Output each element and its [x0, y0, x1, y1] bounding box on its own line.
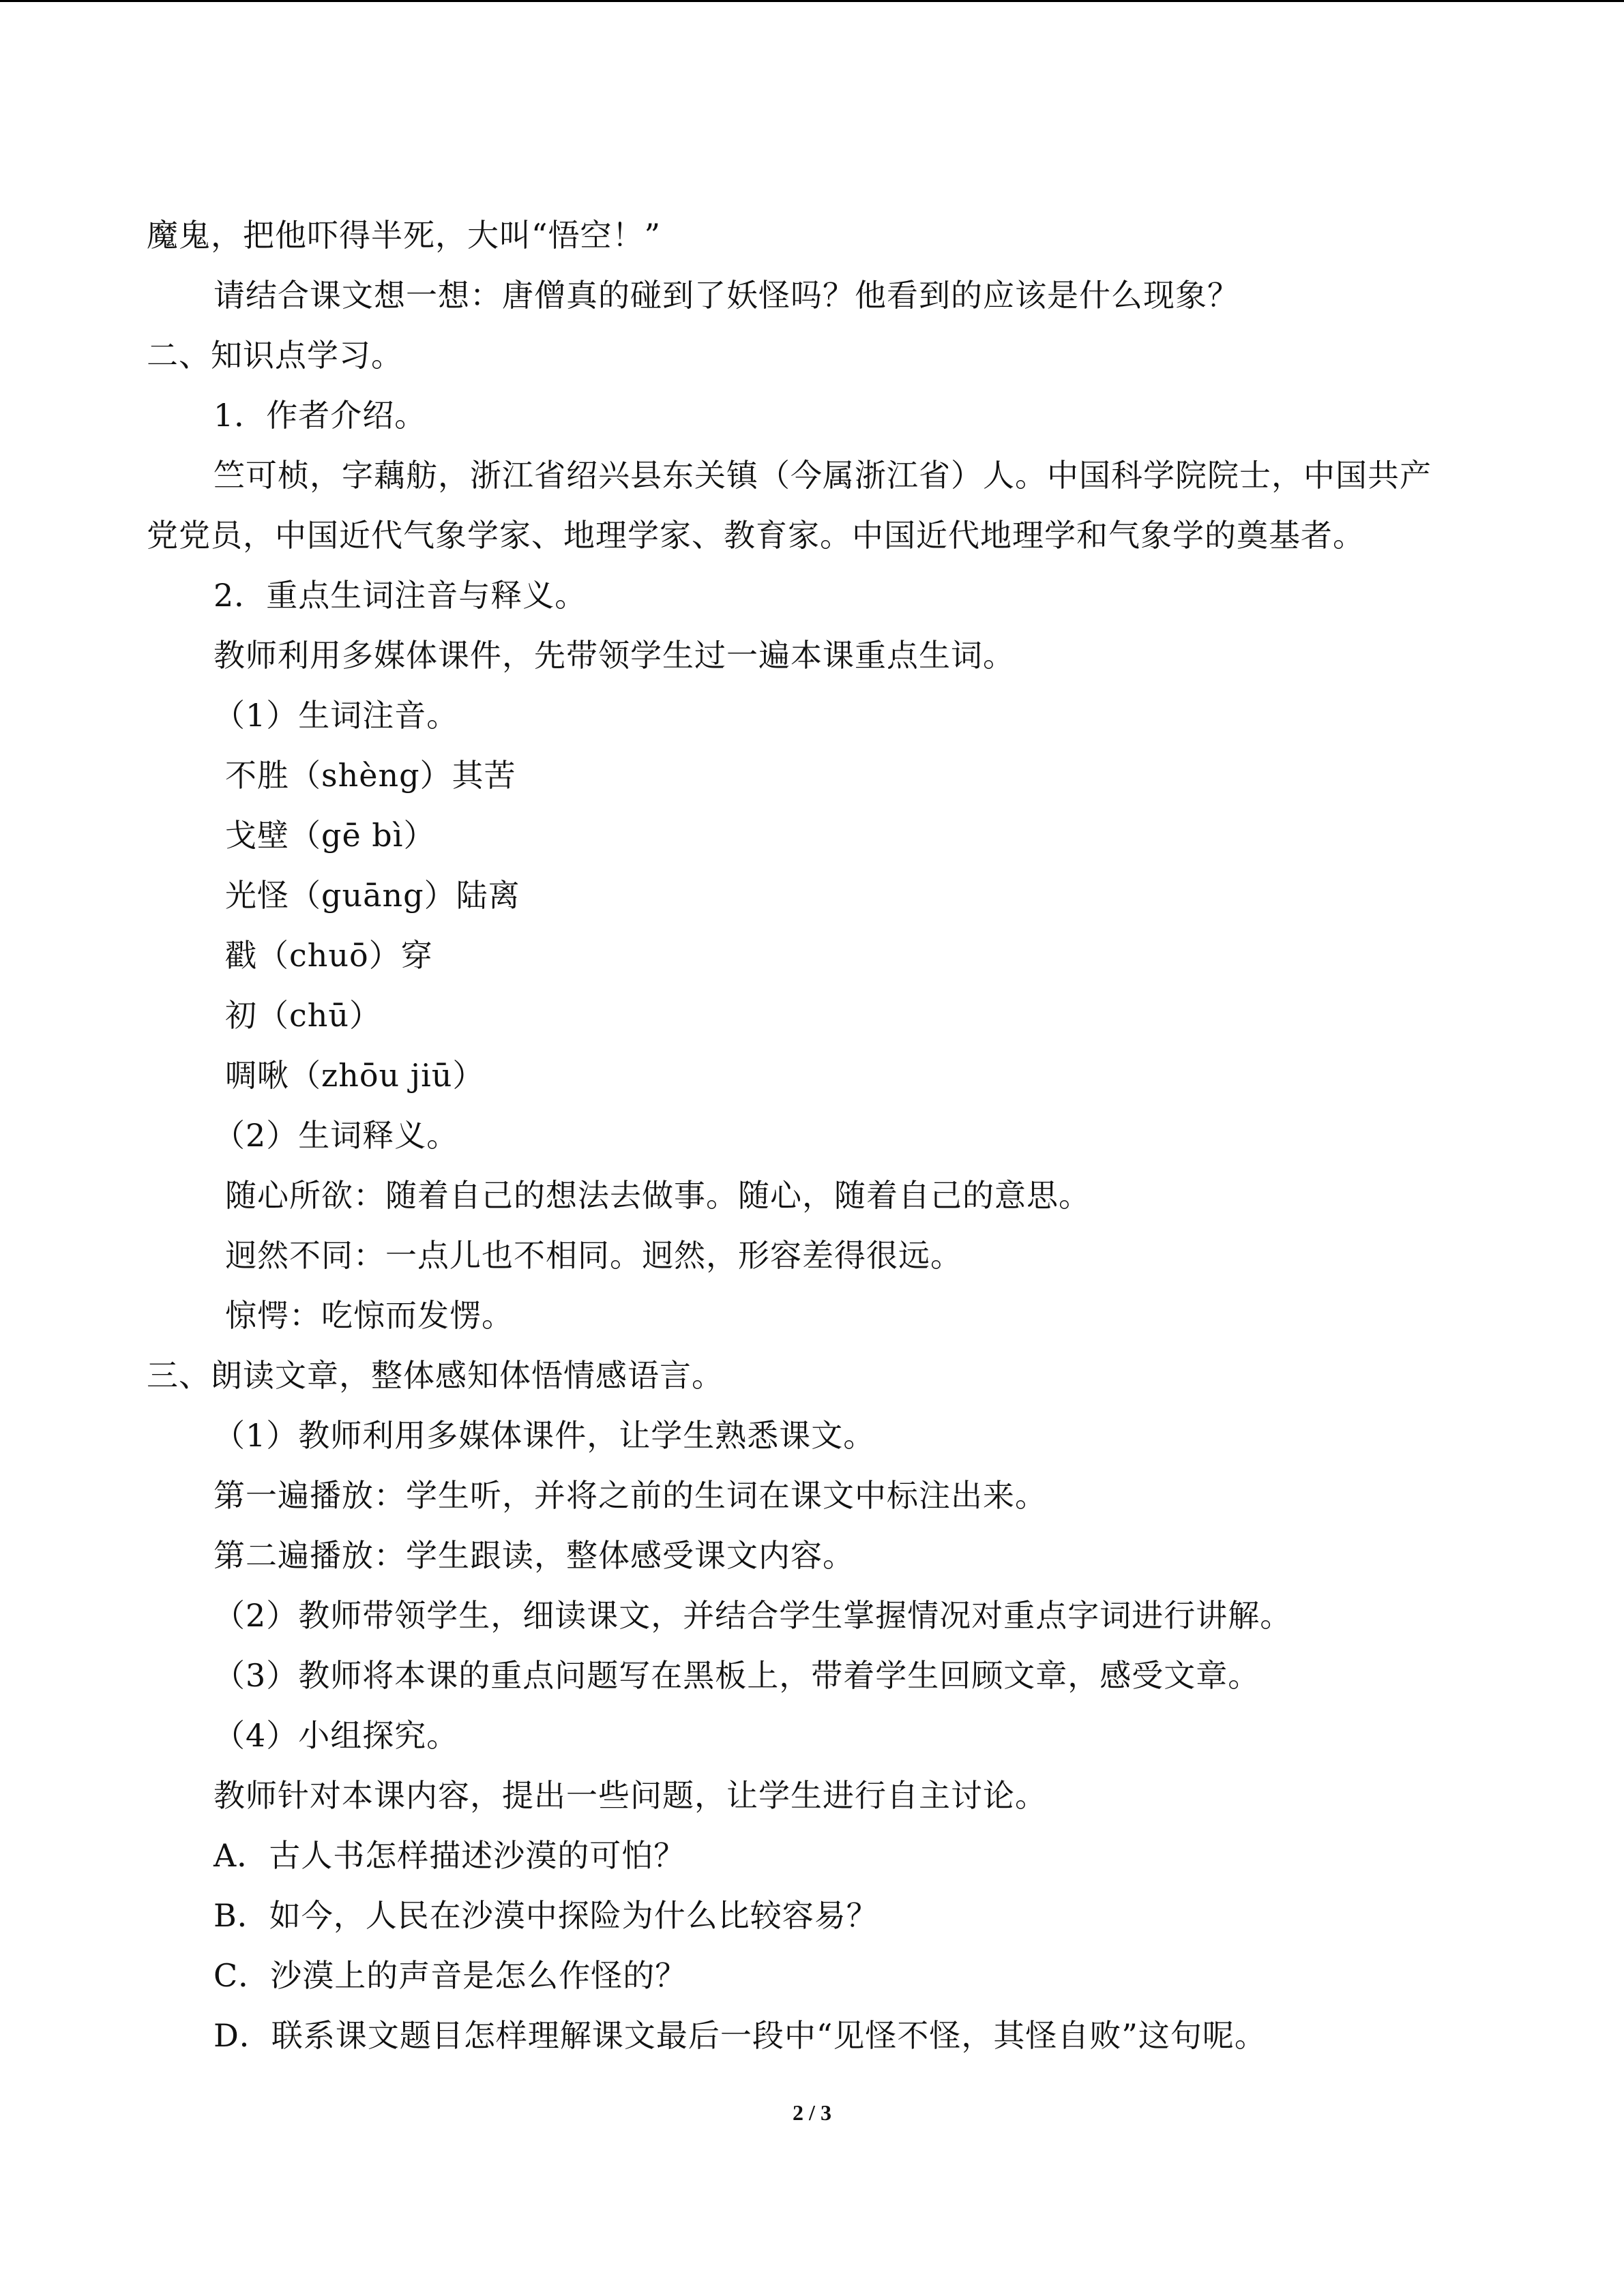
text-line: （3）教师将本课的重点问题写在黑板上，带着学生回顾文章，感受文章。: [213, 1657, 1260, 1694]
section-heading: 三、朗读文章，整体感知体悟情感语言。: [147, 1357, 724, 1394]
text-line: （4）小组探究。: [213, 1717, 459, 1754]
vocab-item: 戳（chuō）穿: [225, 937, 433, 974]
subsection-heading: 1．作者介绍。: [213, 397, 427, 434]
text-line: 魔鬼，把他吓得半死，大叫“悟空！”: [147, 217, 662, 254]
list-heading: （1）生词注音。: [213, 697, 459, 734]
vocab-item: 戈壁（gē bì）: [225, 817, 436, 854]
vocab-item: 啁啾（zhōu jiū）: [225, 1057, 485, 1094]
definition-item: 惊愕：吃惊而发愣。: [225, 1297, 514, 1334]
question-item: B．如今，人民在沙漠中探险为什么比较容易？: [213, 1897, 879, 1934]
page-number: 2 / 3: [793, 2100, 831, 2125]
text-line: 第一遍播放：学生听，并将之前的生词在课文中标注出来。: [213, 1477, 1047, 1514]
vocab-item: 光怪（guāng）陆离: [225, 877, 520, 914]
vocab-item: 初（chū）: [225, 997, 382, 1034]
text-line: 请结合课文想一想：唐僧真的碰到了妖怪吗？他看到的应该是什么现象？: [213, 277, 1239, 314]
text-line: （2）教师带领学生，细读课文，并结合学生掌握情况对重点字词进行讲解。: [213, 1597, 1293, 1634]
section-heading: 二、知识点学习。: [147, 337, 403, 374]
list-heading: （2）生词释义。: [213, 1117, 459, 1154]
question-item: D．联系课文题目怎样理解课文最后一段中“见怪不怪，其怪自败”这句呢。: [213, 2017, 1267, 2054]
text-line: 党党员，中国近代气象学家、地理学家、教育家。中国近代地理学和气象学的奠基者。: [147, 517, 1365, 554]
text-line: 竺可桢，字藕舫，浙江省绍兴县东关镇（今属浙江省）人。中国科学院院士，中国共产: [213, 457, 1432, 494]
vocab-item: 不胜（shèng）其苦: [225, 757, 516, 794]
text-line: 教师针对本课内容，提出一些问题，让学生进行自主讨论。: [213, 1777, 1047, 1814]
text-line: （1）教师利用多媒体课件，让学生熟悉课文。: [213, 1417, 876, 1454]
definition-item: 随心所欲：随着自己的想法去做事。随心，随着自己的意思。: [225, 1177, 1091, 1214]
question-item: A．古人书怎样描述沙漠的可怕？: [213, 1837, 686, 1874]
text-line: 第二遍播放：学生跟读，整体感受课文内容。: [213, 1537, 855, 1574]
text-line: 教师利用多媒体课件，先带领学生过一遍本课重点生词。: [213, 637, 1015, 674]
subsection-heading: 2．重点生词注音与释义。: [213, 577, 587, 614]
top-border-rule: [0, 0, 1624, 2]
definition-item: 迥然不同：一点儿也不相同。迥然，形容差得很远。: [225, 1237, 962, 1274]
question-item: C．沙漠上的声音是怎么作怪的？: [213, 1957, 688, 1994]
